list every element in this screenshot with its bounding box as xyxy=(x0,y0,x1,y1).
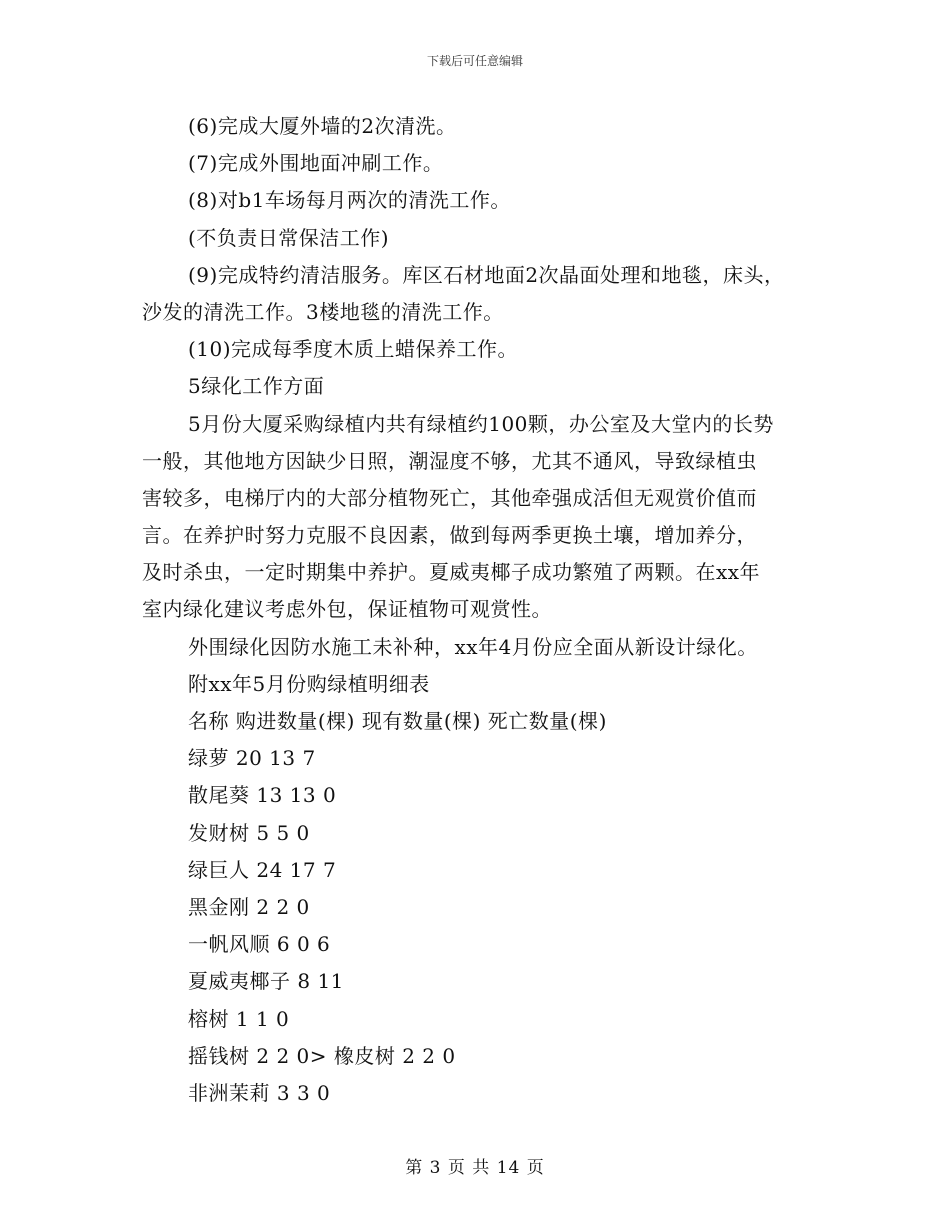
text-line: (8)对b1车场每月两次的清洗工作。 xyxy=(188,188,511,213)
text-line: (6)完成大厦外墙的2次清洗。 xyxy=(188,114,457,138)
table-row: 黑金刚 2 2 0 xyxy=(188,894,310,919)
document-body xyxy=(142,108,822,1112)
text-line: 一般，其他地方因缺少日照，潮湿度不够，尤其不通风，导致绿植虫 xyxy=(142,448,757,473)
page-header: 下载后可任意编辑 xyxy=(426,54,523,68)
table-row: 摇钱树 2 2 0> 橡皮树 2 2 0 xyxy=(188,1043,456,1068)
page-number: 第 3 页 共 14 页 xyxy=(405,1158,545,1178)
text-line: 外围绿化因防水施工未补种，xx年4月份应全面从新设计绿化。 xyxy=(188,634,758,659)
table-row: 非洲茉莉 3 3 0 xyxy=(188,1080,331,1105)
text-line: 5月份大厦采购绿植内共有绿植约100颗，办公室及大堂内的长势 xyxy=(188,411,774,436)
text-line: (9)完成特约清洁服务。库区石材地面2次晶面处理和地毯，床头， xyxy=(188,262,785,287)
section-heading: 5绿化工作方面 xyxy=(188,374,325,399)
table-row: 绿萝 20 13 7 xyxy=(188,746,316,771)
table-row: 夏威夷椰子 8 11 xyxy=(188,969,344,994)
text-line: 及时杀虫，一定时期集中养护。夏威夷椰子成功繁殖了两颗。在xx年 xyxy=(142,560,761,585)
text-line: (10)完成每季度木质上蜡保养工作。 xyxy=(188,337,519,362)
text-line: 言。在养护时努力克服不良因素，做到每两季更换土壤，增加养分， xyxy=(142,523,757,548)
text-line: (7)完成外围地面冲刷工作。 xyxy=(188,151,444,176)
text-line: 害较多，电梯厅内的大部分植物死亡，其他牵强成活但无观赏价值而 xyxy=(142,485,757,510)
text-line: 室内绿化建议考虑外包，保证植物可观赏性。 xyxy=(142,597,552,622)
table-header-row: 名称 购进数量(棵) 现有数量(棵) 死亡数量(棵) xyxy=(188,709,607,733)
text-line: (不负责日常保洁工作) xyxy=(188,225,390,250)
table-row: 发财树 5 5 0 xyxy=(188,820,310,845)
table-row: 散尾葵 13 13 0 xyxy=(188,783,337,808)
table-row: 一帆风顺 6 0 6 xyxy=(188,932,331,957)
table-row: 榕树 1 1 0 xyxy=(188,1006,290,1031)
text-line: 沙发的清洗工作。3楼地毯的清洗工作。 xyxy=(142,299,504,324)
table-caption: 附xx年5月份购绿植明细表 xyxy=(188,671,430,696)
table-row: 绿巨人 24 17 7 xyxy=(188,857,337,882)
